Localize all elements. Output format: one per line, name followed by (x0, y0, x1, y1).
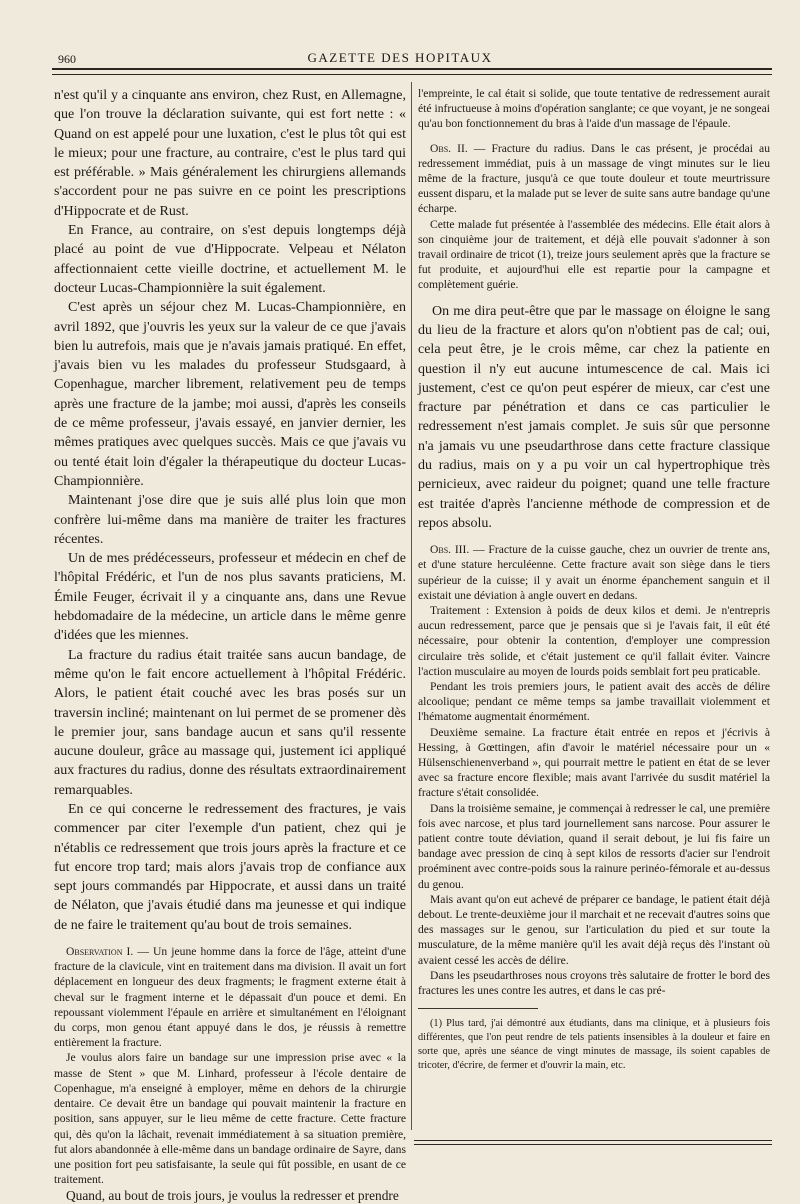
observation-paragraph: Cette malade fut présentée à l'assemblée des médecins. Elle était alors à son cinquième jour de traitement, et déjà elle pouvait s'adonner à son travail ordinaire de tricot (1), treize jours seulement après que la fracture se fut produite, et aujourd'hui elle est repartie pour la campagne et complètement guérie. (418, 217, 770, 292)
paragraph: C'est après un séjour chez M. Lucas-Championnière, en avril 1892, que j'ouvris les yeux sur la valeur de ce que j'avais bien lu autrefois, mais que je n'avais jamais pratiqué. En effet, j'avais bien vu les malades du professeur Studsgaard, à Copenhague, marcher librement, relativement peu de temps après une fracture de la jambe; moi aussi, d'après les conseils de ce même professeur, j'avais essayé, en janvier dernier, les mêmes pratiques avec quelques succès. Mais ce que j'avais vu ou tenté était loin d'égaler la thérapeutique du docteur Lucas-Championnière. (54, 300, 406, 489)
page-number: 960 (58, 52, 76, 66)
paragraph: En France, au contraire, on s'est depuis longtemps déjà placé au point de vue d'Hippocrate. Velpeau et Nélaton affectionnaient cette vieille doctrine, et actuellement M. le docteur Lucas-Championnière la suit également. (54, 223, 406, 296)
observation-paragraph: Traitement : Extension à poids de deux kilos et demi. Je n'entrepris aucun redressement, parce que je pensais que si je l'avais fait, il eût été nécessaire, pour obtenir la contention, d'employer une compression circulaire très solide, et c'était justement ce qu'il fallait éviter. Vaincre l'action musculaire au moyen de lourds poids semblait fort peu praticable. (418, 604, 770, 678)
footnote-text: (1) Plus tard, j'ai démontré aux étudiants, dans ma clinique, et à plusieurs fois différentes, que l'on peut rendre de tels patients insensibles à la douleur et faire en sorte que, après une séance de vingt minutes de massage, ils soient capables de tricoter, d'écrire, de fermer et d'ouvrir la main, etc. (418, 1018, 770, 1072)
observation-paragraph: Dans les pseudarthroses nous croyons très salutaire de frotter le bord des fractures les unes contre les autres, et dans le cas pré- (418, 968, 770, 998)
observation-paragraph: Obs. II. — Fracture du radius. Dans le cas présent, je procédai au redressement immédiat, puis à un massage de vingt minutes sur le lieu même de la fracture, jusqu'à ce que toute douleur et toute meurtrissure eussent disparu, et la malade put se lever de suite sans autre bandage qu'une écharpe. (418, 141, 770, 216)
paragraph: n'est qu'il y a cinquante ans environ, chez Rust, en Allemagne, que l'on trouve la déclaration suivante, qui est fort nette : « Quand on est appelé pour une luxation, c'est le plus tôt qui est le mieux; pour une fracture, au contraire, c'est le plus tard qui est préférable. » Mais généralement les chirurgiens allemands s'accordent pour ne pas suivre en ce point les prescriptions d'Hippocrate et de Rust. (54, 88, 406, 219)
header-rule (52, 68, 772, 75)
paragraph: l'empreinte, le cal était si solide, que toute tentative de redressement aurait été infructueuse à moins d'opération sanglante; ce que voyant, je ne songeai qu'au bon fonctionnement du bras à l'aide d'un massage de l'épaule. (418, 87, 770, 131)
observation-3 (418, 542, 770, 998)
observation-paragraph: Obs. III. — Fracture de la cuisse gauche, chez un ouvrier de trente ans, et d'une stature herculéenne. Cette fracture avait son siège dans le tiers supérieur de la cuisse; il y avait un énorme épanchement sanguin et il existait une déviation à angle ouvert en dedans. (418, 543, 770, 602)
observation-paragraph: Pendant les trois premiers jours, le patient avait des accès de délire alcoolique; pendant ce même temps sa jambe travaillait violemment et l'hématome augmentait énormément. (418, 680, 770, 724)
right-column (418, 86, 770, 1073)
column-divider (411, 82, 412, 1130)
observation-label: Obs. II. (430, 141, 468, 155)
paragraph: En ce qui concerne le redressement des fractures, je vais commencer par citer l'exemple d'un patient, chez qui je n'établis ce redressement que trois jours après la fracture et ce fut encore trop tard; mais alors j'avais trop de confiance aux sept jours commandés par Hippocrate, et aussi dans un traité de Nélaton, que j'avais étudié dans ma jeunesse et qui indique de ne faire le traitement qu'au bout de trois semaines. (54, 801, 406, 933)
observation-paragraph: Mais avant qu'on eut achevé de préparer ce bandage, le patient était déjà debout. Le trente-deuxième jour il marchait et ne recevait d'autres soins que des massages sur le genou, sur l'articulation du pied et sur toute la musculature, de la même manière qu'il les avait déjà reçus dès l'instant où avaient cessé les accès de délire. (418, 892, 770, 967)
observation-paragraph: Quand, au bout de trois jours, je voulus la redresser et prendre (66, 1188, 399, 1204)
footnote-rule (418, 1008, 538, 1009)
left-column (54, 86, 406, 1204)
journal-title: GAZETTE DES HOPITAUX (307, 50, 493, 65)
observation-paragraph: Deuxième semaine. La fracture était entrée en repos et j'écrivis à Hessing, à Gœttingen, afin d'avoir le matériel nécessaire pour un « Hülsenschienenverband », qui pourrait mettre le patient en état de se lever avec sa fracture encore flexible; mais avant l'arrivée du susdit matériel la fracture s'était consolidée. (418, 725, 770, 800)
observation-paragraph: Je voulus alors faire un bandage sur une impression prise avec « la masse de Stent » que M. Linhard, professeur à l'école dentaire de Copenhague, m'a enseigné à employer, même en dehors de la chirurgie dentaire. Ce devait être un bandage qui pouvait maintenir la fracture en position, sans appuyer, sur le lieu même de cette fracture. Cette fracture qui, dès qu'on la lâchait, revenait immédiatement à sa situation première, fut alors abandonnée à elle-même dans un bandage ordinaire de Sayre, dans une position fort peu satisfaisante, la seule qui fût possible, en usant de ce traitement. (54, 1051, 406, 1187)
paragraph: Un de mes prédécesseurs, professeur et médecin en chef de l'hôpital Frédéric, et l'un de nos plus savants praticiens, M. Émile Feuger, écrivait il y a cinquante ans, dans une Revue hebdomadaire de la médecine, un article dans le même genre d'idées que les miennes. (54, 551, 406, 644)
footnote (418, 1017, 770, 1073)
paragraph: Maintenant j'ose dire que je suis allé plus loin que mon confrère lui-même dans ma manière de traiter les fractures récentes. (54, 493, 406, 547)
bottom-rule (414, 1140, 772, 1145)
observation-label: Observation I. (66, 945, 134, 959)
observation-1 (54, 944, 406, 1204)
observation-label: Obs. III. (430, 543, 470, 557)
observation-paragraph: Observation I. — Un jeune homme dans la force de l'âge, atteint d'une fracture de la clavicule, vint en traitement dans ma division. Il avait un fort déplacement en longueur des deux fragments; le fragment externe était à cheval sur le fragment interne et le dépassait d'un pouce et demi. En repoussant violemment l'épaule en arrière et simultanément en l'éloignant du corps, mon genou étant appuyé dans le dos, je réussis à remettre entièrement la fracture. (54, 945, 406, 1050)
paragraph: On me dira peut-être que par le massage on éloigne le sang du lieu de la fracture et alors qu'on n'obtient pas de cal; oui, cela peut être, je le crois même, car chez la patiente en question il n'y eut aucune intumescence de cal. Mais ici justement, c'est ce qu'on peut espérer de mieux, car c'est une fracture par pénétration et dans ce cas particulier le redressement n'est jamais complet. Je suis sûr que personne n'a jamais vu une pseudarthrose dans cette fracture classique du radius, mais on y a pu voir un cal hypertrophique très pernicieux, avec raideur du poignet; quand une telle fracture est traitée d'après l'ancienne méthode de compression et de repos absolu. (418, 303, 770, 531)
observation-paragraph: Dans la troisième semaine, je commençai à redresser le cal, une première fois avec narcose, et plus tard journellement sans narcose. Pour assurer le patient contre toute déviation, quand il serait debout, je lui fis faire un bandage avec pression de cinq à sept kilos de ressorts d'acier sur l'endroit proéminent avec contre-poids sous la rainure perinéo-fémorale et au-dessus du genou. (418, 801, 770, 891)
paragraph: La fracture du radius était traitée sans aucun bandage, de même qu'on le fait encore actuellement à l'hôpital Frédéric. Alors, le patient était couché avec les bras posés sur un traversin incliné; maintenant on lui permet de se promener dès le premier jour, sans bandage aucun et sans qu'il ressente aucune douleur, grâce au massage qui, justement ici appliqué aux fractures du radius, donne des résultats extraordinairement remarquables. (54, 647, 406, 798)
